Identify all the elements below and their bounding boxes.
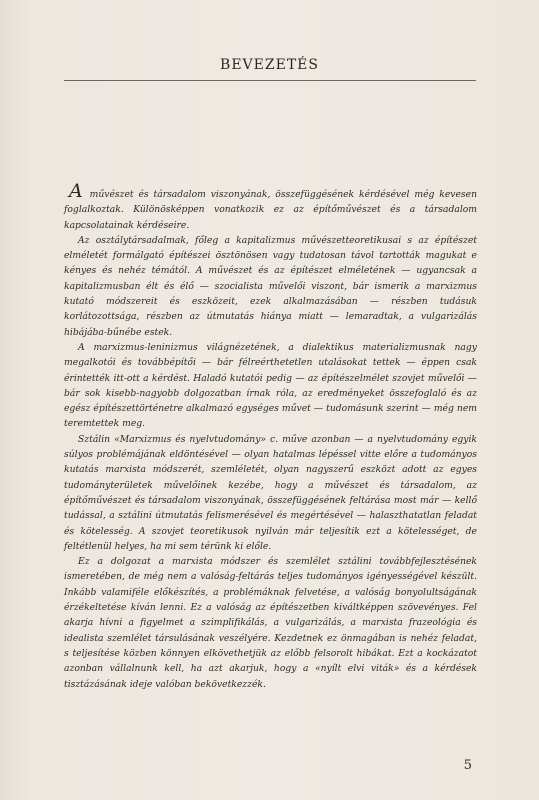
paragraph-5: Ez a dolgozat a marxista módszer és szemlélet sztálini továbbfejlesztésének ismeretében, de még nem a valóság-feltárás teljes tudományos igényességével készült. Inkább valamiféle előkészítés, a problémáknak felvetése, a valóság bonyolultságának érzékeltetése kíván lenni. Ez a valóság az építészetben kiváltképpen szövevényes. Fel akarja hívni a figyelmet a szimplifikálás, a vulgarizálás, a marxista frazeológia és idealista szemlélet társulásának veszélyére. Kezdetnek ez önmagában is nehéz feladat, s teljesítése közben könnyen elkövethetjük az előbb felsorolt hibákat. Ezt a kockázatot azonban vállalnunk kell, ha azt akarjuk, hogy a «nyílt elvi viták» és a kérdések tisztázásának ideje valóban bekövetkezzék. — [64, 556, 477, 690]
paragraph-3: A marxizmus-leninizmus világnézetének, a dialektikus materializmusnak nagy megalkotói és továbbépítői — bár félreérthetetlen utalásokat tettek — éppen csak érintették itt-ott a kérdést. Haladó kutatói pedig — az építészelmélet szovjet művelői — bár sok kisebb-nagyobb dolgozatban írnak róla, az eredményeket összefoglaló és az egész építészettörténetre alkalmazó egységes művet — tudomásunk szerint — még nem teremtettek meg. — [64, 341, 477, 430]
paragraph-4: Sztálin «Marxizmus és nyelvtudomány» c. műve azonban — a nyelvtudomány egyik súlyos problémájának eldöntésével — olyan hatalmas lépéssel vitte előre a tudományos kutatás marxista módszerét, szemléletét, olyan nagyszerű eszközt adott az egyes tudományterületek művelőinek kezébe, hogy a művészet és társadalom, az építőművészet és társadalom viszonyának, összefüggésének feltárása most már — kellő tudással, a sztálini útmutatás felismerésével és megértésével — halaszthatatlan feladat és kötelesség. A szovjet teoretikusok nyilván már teljesítik ezt a kötelességet, de feltétlenül helyes, ha mi sem térünk ki előle. — [64, 433, 477, 552]
body-text — [64, 180, 477, 692]
paragraph-1 — [64, 180, 477, 233]
chapter-heading: BEVEZETÉS — [220, 57, 319, 73]
heading-rule — [64, 80, 476, 81]
paragraph-2: Az osztálytársadalmak, főleg a kapitalizmus művészetteoretikusai s az építészet elméletét formálgató építészei ösztönösen vagy tudatosan távol tartották magukat e kényes és nehéz témától. A művészet és az építészet elméletének — ugyancsak a kapitalizmusban élt és élő — szocialista művelői viszont, bár ismerik a marxizmus kutató módszereit és eszközeit, ezek alkalmazásában — részben tudásuk korlátozottsága, részben az útmutatás hiánya miatt — lemaradtak, a vulgarizálás hibájába-bűnébe estek. — [64, 234, 477, 338]
page-number: 5 — [463, 758, 472, 773]
drop-cap: A — [69, 180, 83, 202]
paragraph-1-text: művészet és társadalom viszonyának, összefüggésének kérdésével még kevesen foglalkoztak. Különösképpen vonatkozik ez az építőművészet és a társadalom kapcsolatainak kérdéseire. — [64, 189, 477, 231]
